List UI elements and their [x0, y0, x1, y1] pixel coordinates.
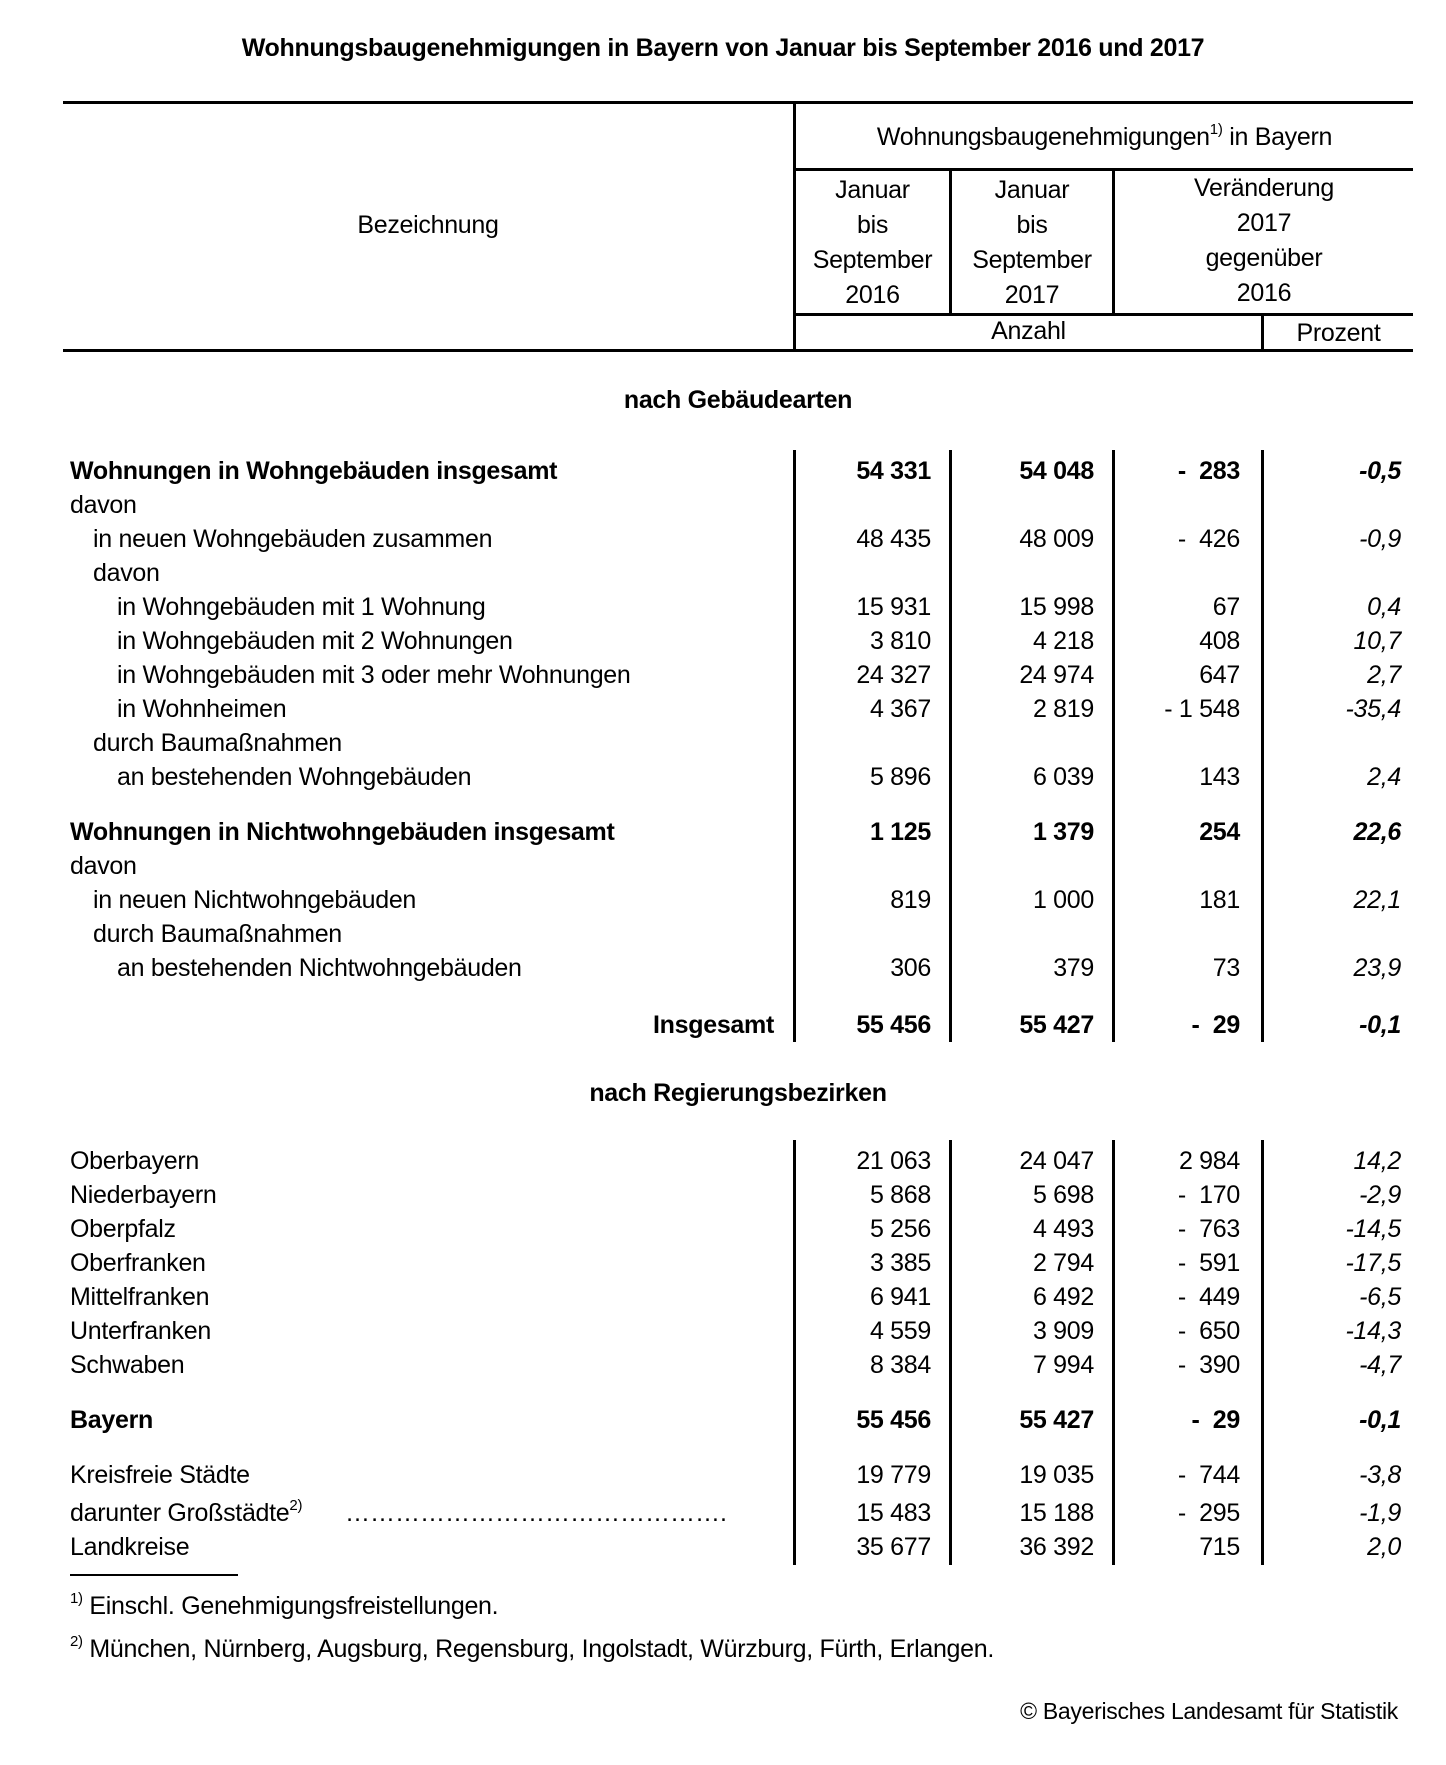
row-label: in Wohngebäuden mit 2 Wohnungen [117, 627, 513, 655]
value-2017: 55 427 [1019, 1011, 1094, 1039]
table-row [0, 917, 1446, 951]
header-col-2016-line: September [812, 246, 933, 274]
table-row [0, 815, 1446, 849]
row-label: Mittelfranken [70, 1283, 210, 1311]
header-bottom-rule [63, 349, 1413, 352]
table-row [0, 556, 1446, 590]
row-label: Insgesamt [653, 1011, 774, 1039]
table-row [0, 488, 1446, 522]
value-change: 2 984 [1178, 1147, 1240, 1175]
value-2016: 6 941 [869, 1283, 931, 1311]
page-title: Wohnungsbaugenehmigungen in Bayern von Januar bis September 2016 und 2017 [241, 34, 1205, 62]
header-group-label-text: Wohnungsbaugenehmigungen [876, 123, 1210, 151]
footnote-2-mark: 2) [70, 1633, 83, 1650]
value-2016: 1 125 [869, 818, 931, 846]
value-change: - 744 [1177, 1461, 1240, 1489]
table-row [0, 1403, 1446, 1437]
value-percent: -6,5 [1359, 1283, 1401, 1311]
footnote-1-text: Einschl. Genehmigungsfreistellungen. [89, 1592, 499, 1620]
value-change: - 449 [1177, 1283, 1240, 1311]
value-2017: 4 218 [1032, 627, 1094, 655]
row-label: in Wohngebäuden mit 1 Wohnung [117, 593, 486, 621]
header-row-label: Bezeichnung [357, 211, 499, 239]
value-2017: 1 379 [1032, 818, 1094, 846]
value-change: - 390 [1177, 1351, 1240, 1379]
value-2016: 3 810 [869, 627, 931, 655]
value-2017: 15 188 [1019, 1499, 1094, 1527]
value-change: 143 [1199, 763, 1240, 791]
value-2016: 35 677 [856, 1533, 931, 1561]
table-row [0, 1246, 1446, 1280]
table-row [0, 1348, 1446, 1382]
value-2016: 3 385 [869, 1249, 931, 1277]
value-percent: 2,4 [1367, 763, 1401, 791]
value-2017: 5 698 [1032, 1181, 1094, 1209]
row-label: in Wohnheimen [117, 695, 287, 723]
table-row [0, 522, 1446, 556]
value-change: - 763 [1177, 1215, 1240, 1243]
footnote-rule [70, 1574, 238, 1576]
row-label-wrap [70, 1496, 302, 1530]
value-2016: 15 931 [856, 593, 931, 621]
value-percent: 2,7 [1367, 661, 1401, 689]
value-change: 408 [1199, 627, 1240, 655]
table-row [0, 760, 1446, 794]
value-2016: 8 384 [869, 1351, 931, 1379]
row-label: in neuen Wohngebäuden zusammen [93, 525, 493, 553]
header-group-label [796, 120, 1413, 155]
row-label: davon [70, 852, 137, 880]
value-percent: 22,1 [1353, 886, 1401, 914]
section-heading-building-types: nach Gebäudearten [623, 386, 853, 414]
header-col-2017-line: bis [1016, 211, 1048, 239]
value-percent: -0,5 [1359, 457, 1401, 485]
value-2017: 3 909 [1032, 1317, 1094, 1345]
row-label: durch Baumaßnahmen [93, 729, 342, 757]
value-percent: -1,9 [1359, 1499, 1401, 1527]
value-percent: -3,8 [1359, 1461, 1401, 1489]
value-2016: 4 559 [869, 1317, 931, 1345]
source-credit: © Bayerisches Landesamt für Statistik [1020, 1698, 1398, 1724]
row-label: in neuen Nichtwohngebäuden [93, 886, 417, 914]
value-2016: 4 367 [869, 695, 931, 723]
table-row [0, 849, 1446, 883]
value-percent: 0,4 [1367, 593, 1401, 621]
header-col-2017-line: Januar [994, 176, 1070, 204]
table-row [0, 692, 1446, 726]
value-percent: -14,3 [1345, 1317, 1401, 1345]
row-label: darunter Großstädte [70, 1499, 290, 1527]
value-change: - 295 [1177, 1499, 1240, 1527]
value-change: - 29 [1191, 1011, 1240, 1039]
value-change: 73 [1212, 954, 1240, 982]
value-2016: 55 456 [856, 1011, 931, 1039]
header-group-label-suffix: in Bayern [1222, 123, 1333, 151]
table-row [0, 1008, 1446, 1042]
value-2016: 15 483 [856, 1499, 931, 1527]
value-2016: 5 256 [869, 1215, 931, 1243]
value-change: - 170 [1177, 1181, 1240, 1209]
value-percent: -17,5 [1345, 1249, 1401, 1277]
value-change: 181 [1199, 886, 1240, 914]
table-row [0, 951, 1446, 985]
header-col-2017-line: 2017 [1004, 281, 1060, 309]
table-row [0, 726, 1446, 760]
value-2017: 24 047 [1019, 1147, 1094, 1175]
value-2017: 15 998 [1019, 593, 1094, 621]
value-percent: 23,9 [1353, 954, 1401, 982]
value-2017: 379 [1053, 954, 1094, 982]
header-col-change-line: gegenüber [1205, 244, 1323, 272]
header-col-change [1115, 171, 1413, 311]
row-label: durch Baumaßnahmen [93, 920, 342, 948]
value-2016: 306 [890, 954, 931, 982]
footnote-2-text: München, Nürnberg, Augsburg, Regensburg, Ingolstadt, Würzburg, Fürth, Erlangen. [89, 1635, 995, 1663]
footnote-ref-2: 2) [289, 1497, 303, 1514]
value-2016: 24 327 [856, 661, 931, 689]
value-change: 67 [1212, 593, 1240, 621]
row-label: davon [93, 559, 160, 587]
value-2016: 55 456 [856, 1406, 931, 1434]
row-label: an bestehenden Nichtwohngebäuden [117, 954, 522, 982]
value-2017: 2 819 [1032, 695, 1094, 723]
table-row [0, 1280, 1446, 1314]
value-percent: -4,7 [1359, 1351, 1401, 1379]
value-percent: -0,1 [1359, 1406, 1401, 1434]
value-2017: 2 794 [1032, 1249, 1094, 1277]
value-change: - 29 [1191, 1406, 1240, 1434]
value-2017: 7 994 [1032, 1351, 1094, 1379]
row-label: Landkreise [70, 1533, 190, 1561]
header-col-2016-line: bis [856, 211, 889, 239]
value-percent: -0,9 [1359, 525, 1401, 553]
value-2016: 19 779 [856, 1461, 931, 1489]
value-2017: 6 039 [1032, 763, 1094, 791]
value-change: 647 [1199, 661, 1240, 689]
section-heading-districts: nach Regierungsbezirken [589, 1079, 887, 1107]
row-label: Wohnungen in Nichtwohngebäuden insgesamt [70, 818, 615, 846]
table-row [0, 1178, 1446, 1212]
footnote-ref-1: 1) [1209, 121, 1223, 138]
row-label: davon [70, 491, 137, 519]
value-2017: 4 493 [1032, 1215, 1094, 1243]
header-col-change-line: Veränderung [1194, 174, 1334, 202]
table-row [0, 1496, 1446, 1530]
footnote-2 [70, 1635, 994, 1664]
table-row [0, 590, 1446, 624]
row-label: Oberbayern [70, 1147, 200, 1175]
table-row [0, 883, 1446, 917]
value-change: - 650 [1177, 1317, 1240, 1345]
value-2017: 6 492 [1032, 1283, 1094, 1311]
table-row [0, 658, 1446, 692]
row-label: Oberfranken [70, 1249, 206, 1277]
value-2016: 819 [890, 886, 931, 914]
value-2017: 24 974 [1019, 661, 1094, 689]
row-label: Unterfranken [70, 1317, 211, 1345]
value-percent: -14,5 [1345, 1215, 1401, 1243]
value-percent: 10,7 [1353, 627, 1401, 655]
value-2016: 5 896 [869, 763, 931, 791]
header-unit-percent: Prozent [1296, 319, 1381, 347]
value-2016: 48 435 [856, 525, 931, 553]
row-label: an bestehenden Wohngebäuden [117, 763, 472, 791]
value-percent: -0,1 [1359, 1011, 1401, 1039]
row-label: Schwaben [70, 1351, 185, 1379]
value-2017: 36 392 [1019, 1533, 1094, 1561]
table-row [0, 1530, 1446, 1564]
header-col-2016-line: 2016 [845, 281, 900, 309]
footnote-1-mark: 1) [70, 1590, 83, 1607]
value-change: - 1 548 [1164, 695, 1240, 723]
value-percent: -35,4 [1345, 695, 1401, 723]
header-col-change-line: 2016 [1236, 279, 1292, 307]
row-label: Niederbayern [70, 1181, 217, 1209]
row-label: Oberpfalz [70, 1215, 176, 1243]
row-label: Kreisfreie Städte [70, 1461, 250, 1489]
value-change: 254 [1199, 818, 1240, 846]
row-label: Wohnungen in Wohngebäuden insgesamt [70, 457, 558, 485]
footnote-1 [70, 1592, 498, 1621]
value-change: - 283 [1177, 457, 1240, 485]
header-col-2017-line: September [972, 246, 1092, 274]
header-top-rule [63, 101, 1413, 104]
value-2016: 5 868 [869, 1181, 931, 1209]
row-label: in Wohngebäuden mit 3 oder mehr Wohnungen [117, 661, 631, 689]
table-row [0, 1144, 1446, 1178]
value-percent: -2,9 [1359, 1181, 1401, 1209]
leader-dots: ………………………………………. [345, 1499, 727, 1527]
value-2016: 21 063 [856, 1147, 931, 1175]
header-col-2016-line: Januar [835, 176, 910, 204]
value-change: - 591 [1177, 1249, 1240, 1277]
table-row [0, 1458, 1446, 1492]
table-row [0, 1212, 1446, 1246]
value-change: 715 [1199, 1533, 1240, 1561]
value-change: - 426 [1177, 525, 1240, 553]
table-row [0, 454, 1446, 488]
value-percent: 14,2 [1353, 1147, 1401, 1175]
header-unit-count: Anzahl [991, 317, 1066, 345]
table-row [0, 624, 1446, 658]
header-col-2016 [796, 173, 949, 313]
header-col-change-line: 2017 [1236, 209, 1292, 237]
value-2017: 19 035 [1019, 1461, 1094, 1489]
value-2017: 1 000 [1032, 886, 1094, 914]
value-percent: 22,6 [1353, 818, 1401, 846]
table-row [0, 1314, 1446, 1348]
row-label: Bayern [70, 1406, 153, 1434]
value-2017: 48 009 [1019, 525, 1094, 553]
header-col-2017 [952, 173, 1112, 313]
value-2017: 55 427 [1019, 1406, 1094, 1434]
value-percent: 2,0 [1367, 1533, 1401, 1561]
value-2016: 54 331 [856, 457, 931, 485]
value-2017: 54 048 [1019, 457, 1094, 485]
